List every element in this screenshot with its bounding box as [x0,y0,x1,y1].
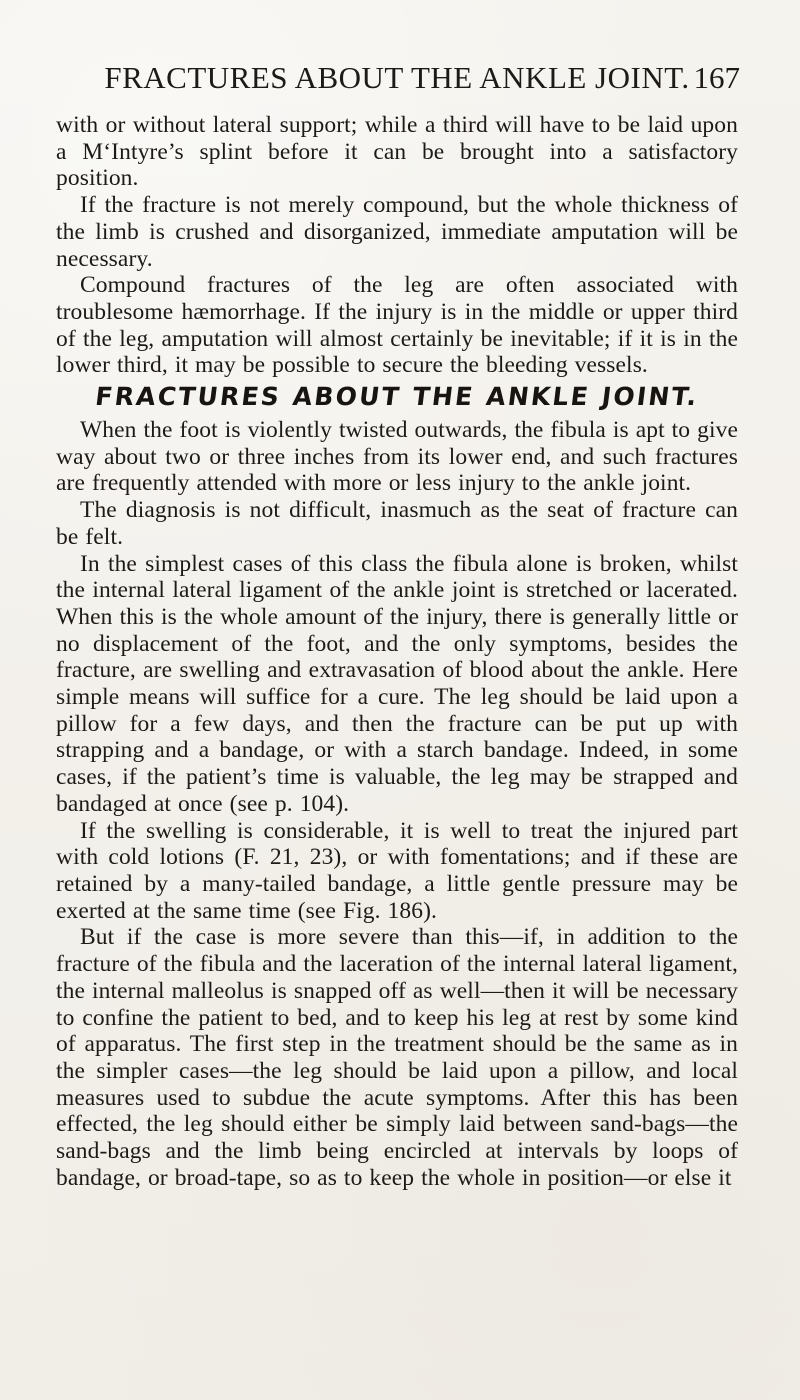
paragraph-1: with or without lateral support; while a third will have to be laid upon a M‘Intyre’s splint before it can be brought into a satisfactory position. [56,112,738,192]
paragraph-4: When the foot is violently twisted outwards, the fibula is apt to give way about two or three inches from its lower end, and such fractures are frequently attended with more or less injury to the ankle joint. [56,417,738,497]
page-body [56,112,738,1191]
paragraph-7: If the swelling is considerable, it is well to treat the injured part with cold lotions (F. 21, 23), or with fomentations; and if these are retained by a many-tailed bandage, a little gentle pressure may be exerted at the same time (see Fig. 186). [56,817,738,924]
paragraph-6: In the simplest cases of this class the fibula alone is broken, whilst the internal lateral ligament of the ankle joint is stretched or lacerated. When this is the whole amount of the injury, there is generally little or no displacement of the foot, and the only symptoms, besides the fracture, are swelling and extravasation of blood about the ankle. Here simple means will suffice for a cure. The leg should be laid upon a pillow for a few days, and then the fracture can be put up with strapping and a bandage, or with a starch bandage. Indeed, in some cases, if the patient’s time is valuable, the leg may be strapped and bandaged at once (see p. 104). [56,550,738,817]
page-number: 167 [693,60,740,95]
running-title: FRACTURES ABOUT THE ANKLE JOINT. [104,60,690,95]
paragraph-3: Compound fractures of the leg are often associated with troublesome hæmorrhage. If the injury is in the middle or upper third of the leg, amputation will almost certainly be inevitable; if it is in the lower third, it may be possible to secure the bleeding vessels. [56,272,738,379]
running-head [56,62,738,100]
paragraph-2: If the fracture is not merely compound, but the whole thickness of the limb is crushed and disorganized, immediate amputation will be necessary. [56,192,738,272]
paragraph-5: The diagnosis is not difficult, inasmuch as the seat of fracture can be felt. [56,497,738,550]
section-heading: FRACTURES ABOUT THE ANKLE JOINT. [93,382,701,412]
paragraph-8: But if the case is more severe than this—if, in addition to the fracture of the fibula and the laceration of the internal lateral ligament, the internal malleolus is snapped off as well—then it will be necessary to confine the patient to bed, and to keep his leg at rest by some kind of apparatus. The first step in the treatment should be the same as in the simpler cases—the leg should be laid upon a pillow, and local measures used to subdue the acute symptoms. After this has been effected, the leg should either be simply laid between sand-bags—the sand-bags and the limb being encircled at intervals by loops of bandage, or broad-tape, so as to keep the whole in position—or else it [56,924,738,1191]
